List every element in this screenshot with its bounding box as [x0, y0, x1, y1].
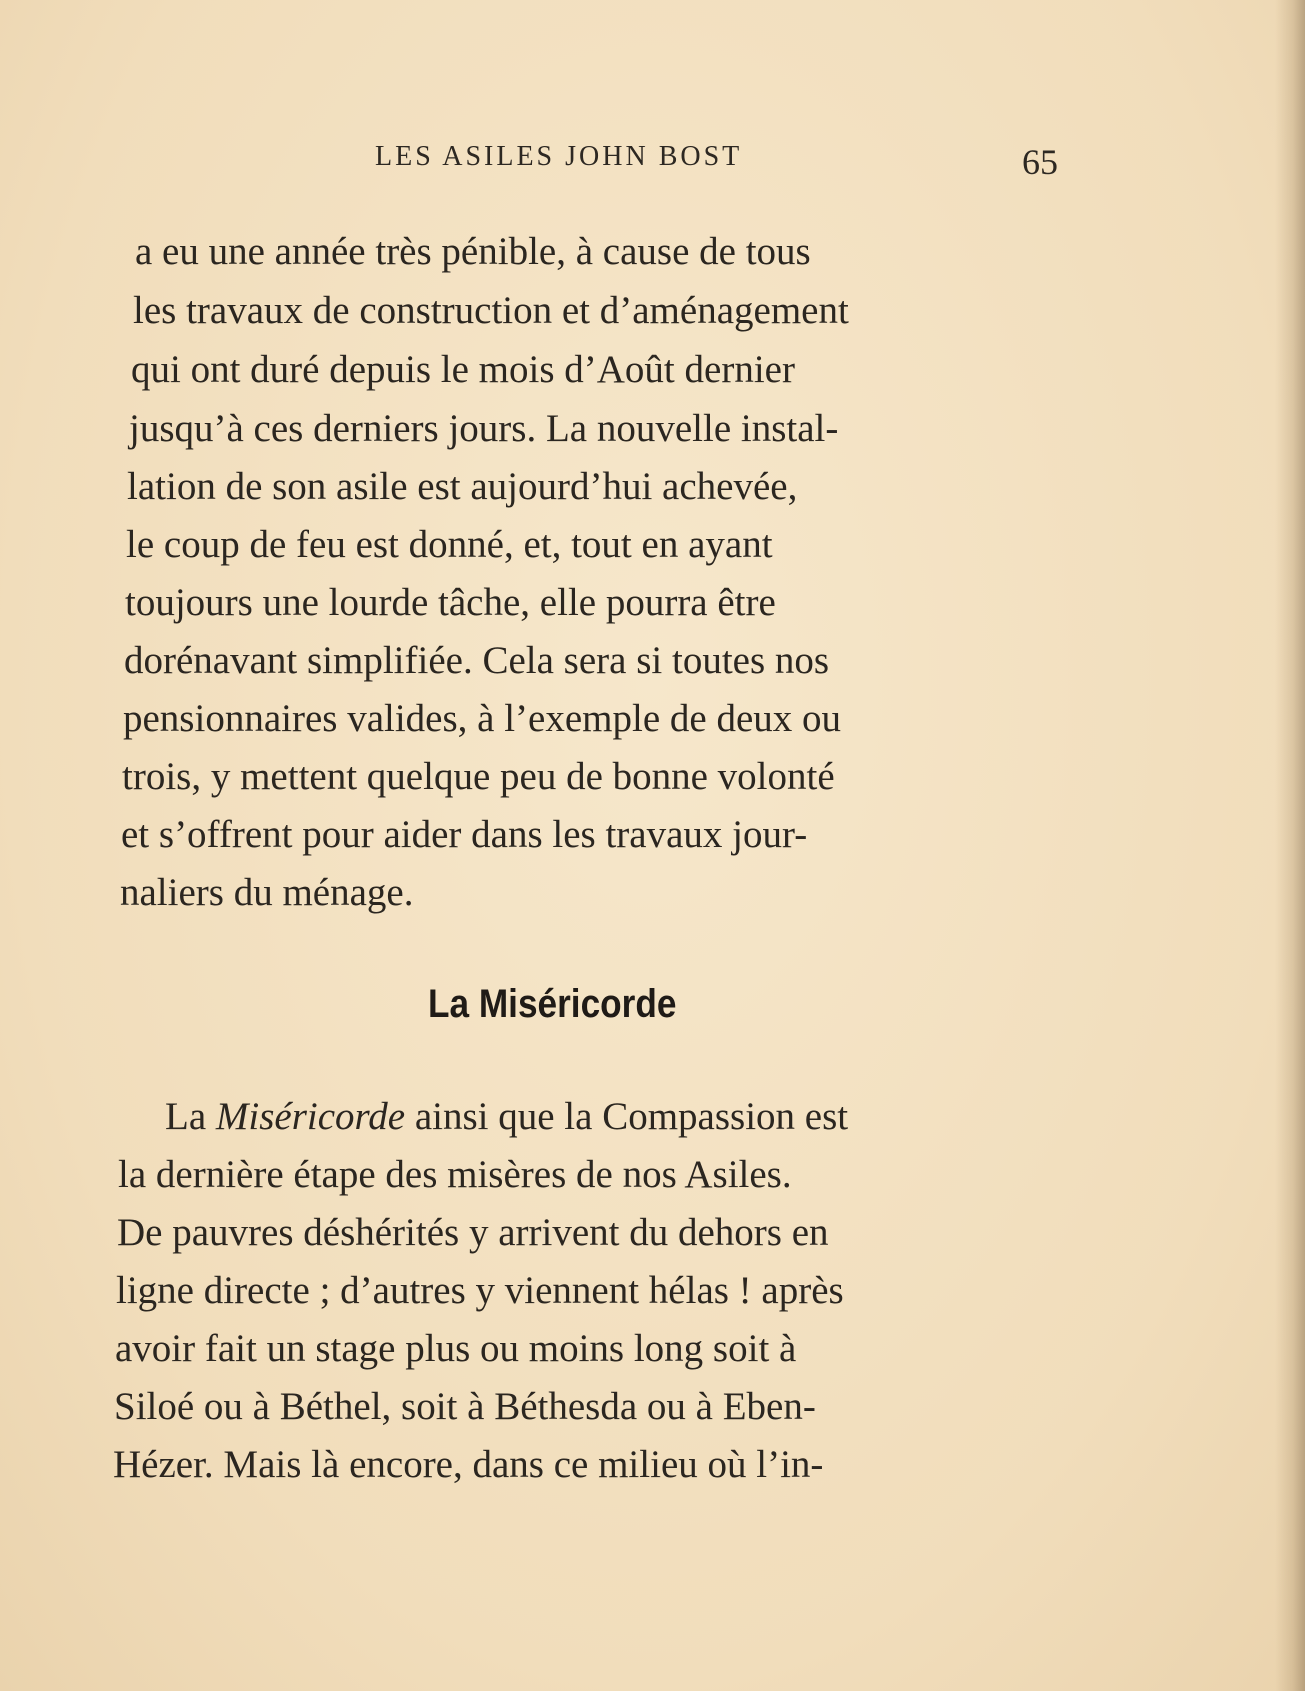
text-line: ligne directe ; d’autres y viennent hélas ! après	[116, 1269, 844, 1312]
text-line	[165, 1094, 848, 1140]
text-line: De pauvres déshérités y arrivent du dehors en	[117, 1211, 829, 1254]
page-edge-shadow	[1275, 0, 1305, 1691]
page-number: 65	[1022, 142, 1058, 182]
text-line: jusqu’à ces derniers jours. La nouvelle instal-	[129, 407, 839, 450]
text-line: pensionnaires valides, à l’exemple de deux ou	[123, 697, 842, 740]
text-line: le coup de feu est donné, et, tout en ayant	[126, 523, 773, 566]
text-line: dorénavant simplifiée. Cela sera si toutes nos	[124, 639, 830, 682]
text-line: trois, y mettent quelque peu de bonne volonté	[122, 755, 835, 798]
text-line: Siloé ou à Béthel, soit à Béthesda ou à Eben-	[114, 1385, 816, 1428]
text-line: lation de son asile est aujourd’hui achevée,	[127, 465, 798, 508]
text-line: qui ont duré depuis le mois d’Août dernier	[131, 348, 795, 391]
text-line: naliers du ménage.	[120, 871, 414, 914]
text-line: Hézer. Mais là encore, dans ce milieu où l’in-	[113, 1443, 824, 1486]
text-line: a eu une année très pénible, à cause de tous	[135, 230, 811, 273]
text-line: les travaux de construction et d’aménagement	[133, 289, 849, 332]
running-title: LES ASILES JOHN BOST	[375, 141, 743, 172]
text-line: toujours une lourde tâche, elle pourra être	[125, 581, 776, 624]
text-fragment: La	[165, 1095, 207, 1138]
text-line: la dernière étape des misères de nos Asiles.	[118, 1153, 792, 1196]
italic-title: Miséricorde	[215, 1095, 406, 1138]
text-line: et s’offrent pour aider dans les travaux jour-	[121, 813, 808, 856]
section-heading: La Miséricorde	[428, 982, 677, 1026]
text-line: avoir fait un stage plus ou moins long soit à	[115, 1327, 797, 1370]
text-fragment: ainsi que la Compassion est	[414, 1095, 849, 1138]
